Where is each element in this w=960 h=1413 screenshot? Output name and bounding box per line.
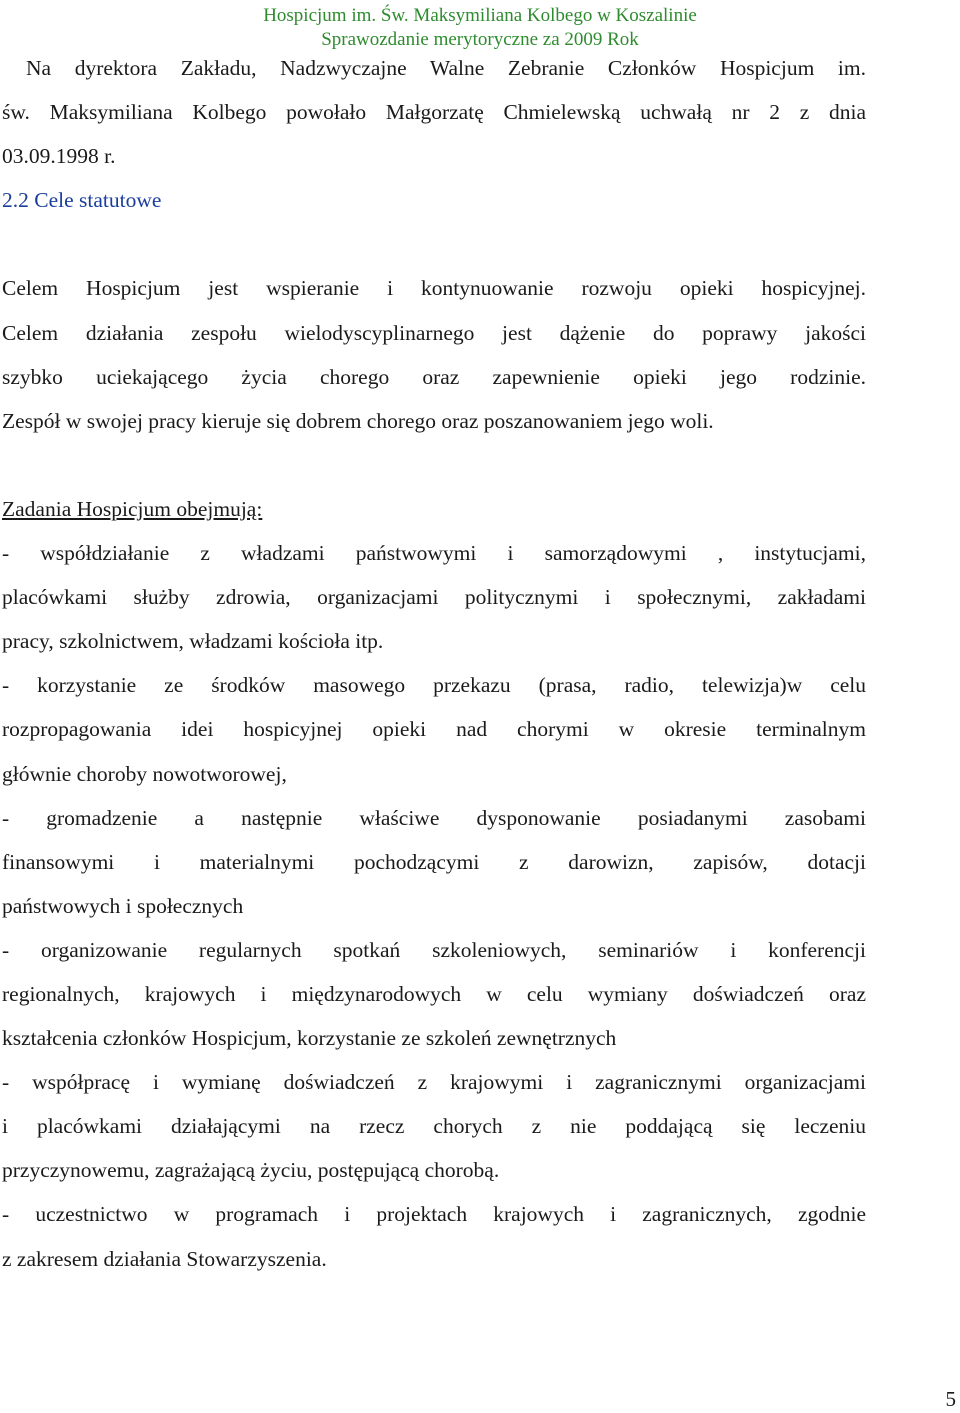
text-line: kształcenia członków Hospicjum, korzystanie ze szkoleń zewnętrznych [2, 1026, 617, 1051]
text-line: przyczynowemu, zagrażającą życiu, postępującą chorobą. [2, 1158, 500, 1183]
intro-paragraph [2, 46, 866, 178]
text-line: 03.09.1998 r. [2, 144, 116, 169]
page-header [0, 4, 960, 52]
text-line: - organizowanie regularnych spotkań szkoleniowych, seminariów i konferencji [2, 937, 866, 962]
tasks-list [2, 531, 866, 1281]
tasks-heading: Zadania Hospicjum obejmują: [2, 496, 263, 521]
text-line: - gromadzenie a następnie właściwe dysponowanie posiadanymi zasobami [2, 805, 866, 830]
spacer [2, 443, 866, 487]
text-line: Na dyrektora Zakładu, Nadzwyczajne Walne Zebranie Członków Hospicjum im. [26, 56, 866, 80]
page-number: 5 [945, 1387, 956, 1411]
text-line: z zakresem działania Stowarzyszenia. [2, 1246, 327, 1271]
text-line: - współpracę i wymianę doświadczeń z krajowymi i zagranicznymi organizacjami [2, 1070, 866, 1095]
text-line: rozpropagowania idei hospicyjnej opieki nad chorymi w okresie terminalnym [2, 717, 866, 742]
text-line: pracy, szkolnictwem, władzami kościoła itp. [2, 629, 384, 654]
document-body [2, 46, 866, 1281]
text-line: finansowymi i materialnymi pochodzącymi z darowizn, zapisów, dotacji [2, 849, 866, 874]
text-line: głównie choroby nowotworowej, [2, 761, 287, 786]
text-line: św. Maksymiliana Kolbego powołało Małgorzatę Chmielewską uchwałą nr 2 z dnia [2, 100, 866, 125]
text-line: placówkami służby zdrowia, organizacjami politycznymi i społecznymi, zakładami [2, 585, 866, 610]
text-line: - współdziałanie z władzami państwowymi i samorządowymi , instytucjami, [2, 541, 866, 566]
text-line: Celem działania zespołu wielodyscyplinarnego jest dążenie do poprawy jakości [2, 320, 866, 345]
header-organization-name: Hospicjum im. Św. Maksymiliana Kolbego w Koszalinie [263, 5, 697, 26]
text-line: Celem Hospicjum jest wspieranie i kontynuowanie rozwoju opieki hospicyjnej. [2, 276, 866, 301]
section-heading: 2.2 Cele statutowe [2, 188, 162, 213]
text-line: szybko uciekającego życia chorego oraz zapewnienie opieki jego rodzinie. [2, 364, 866, 389]
goals-paragraph [2, 266, 866, 442]
text-line: - korzystanie ze środków masowego przekazu (prasa, radio, telewizja)w celu [2, 673, 866, 698]
text-line: państwowych i społecznych [2, 893, 244, 918]
text-line: i placówkami działającymi na rzecz chorych z nie poddającą się leczeniu [2, 1114, 866, 1139]
header-report-title: Sprawozdanie merytoryczne za 2009 Rok [321, 29, 639, 50]
spacer [2, 222, 866, 266]
text-line: Zespół w swojej pracy kieruje się dobrem chorego oraz poszanowaniem jego woli. [2, 408, 714, 433]
text-line: regionalnych, krajowych i międzynarodowych w celu wymiany doświadczeń oraz [2, 981, 866, 1006]
text-line: - uczestnictwo w programach i projektach krajowych i zagranicznych, zgodnie [2, 1202, 866, 1227]
